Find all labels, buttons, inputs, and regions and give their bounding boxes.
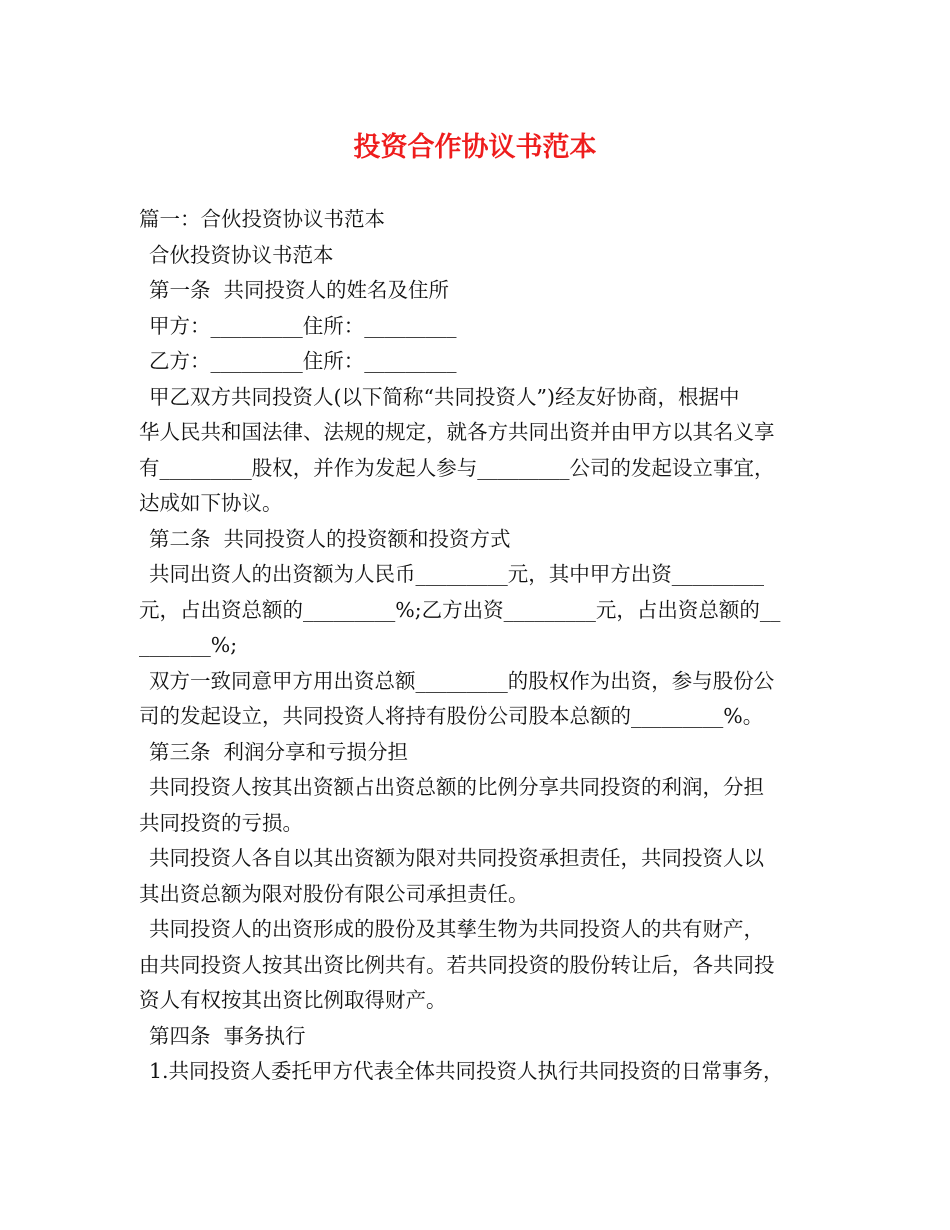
- paragraph-line: 甲乙双方共同投资人(以下简称“共同投资人”)经友好协商，根据中: [149, 384, 740, 409]
- party-b-line: 乙方：_________住所：_________: [149, 349, 457, 373]
- paragraph-line: 共同投资人按其出资额占出资总额的比例分享共同投资的利润，分担: [149, 775, 764, 799]
- section-heading: 篇一：合伙投资协议书范本: [139, 207, 385, 231]
- article-heading: 第一条 共同投资人的姓名及住所: [149, 278, 450, 302]
- paragraph-line: 共同投资人的出资形成的股份及其孳生物为共同投资人的共有财产，: [149, 917, 764, 941]
- paragraph-line: 1.共同投资人委托甲方代表全体共同投资人执行共同投资的日常事务，: [149, 1059, 784, 1083]
- article-heading: 第二条 共同投资人的投资额和投资方式: [149, 526, 511, 551]
- party-a-line: 甲方：_________住所：_________: [149, 313, 457, 338]
- paragraph-line: 其出资总额为限对股份有限公司承担责任。: [139, 881, 529, 906]
- article-heading: 第四条 事务执行: [149, 1023, 306, 1048]
- document-title: 投资合作协议书范本: [353, 132, 597, 163]
- paragraph-line: 由共同投资人按其出资比例共有。若共同投资的股份转让后，各共同投: [139, 952, 775, 977]
- document-body: [139, 202, 819, 1090]
- paragraph-line: 双方一致同意甲方用出资总额_________的股权作为出资，参与股份公: [149, 668, 775, 693]
- subtitle-line: 合伙投资协议书范本: [149, 242, 334, 267]
- paragraph-line: 共同投资的亏损。: [139, 810, 303, 835]
- paragraph-line: 达成如下协议。: [139, 491, 283, 515]
- paragraph-line: 资人有权按其出资比例取得财产。: [139, 988, 447, 1012]
- paragraph-line: 共同投资人各自以其出资额为限对共同投资承担责任，共同投资人以: [149, 846, 764, 870]
- paragraph-line: 共同出资人的出资额为人民币_________元，其中甲方出资_________: [149, 562, 764, 586]
- paragraph-line: 司的发起设立，共同投资人将持有股份公司股本总额的_________%。: [139, 704, 764, 728]
- paragraph-line: 元，占出资总额的_________%;乙方出资_________元，占出资总额的__: [139, 597, 781, 622]
- paragraph-line: 华人民共和国法律、法规的规定，就各方共同出资并由甲方以其名义享: [139, 420, 775, 444]
- paragraph-line: _______%;: [139, 633, 238, 657]
- article-heading: 第三条 利润分享和亏损分担: [149, 739, 409, 764]
- paragraph-line: 有_________股权，并作为发起人参与_________公司的发起设立事宜，: [139, 455, 775, 480]
